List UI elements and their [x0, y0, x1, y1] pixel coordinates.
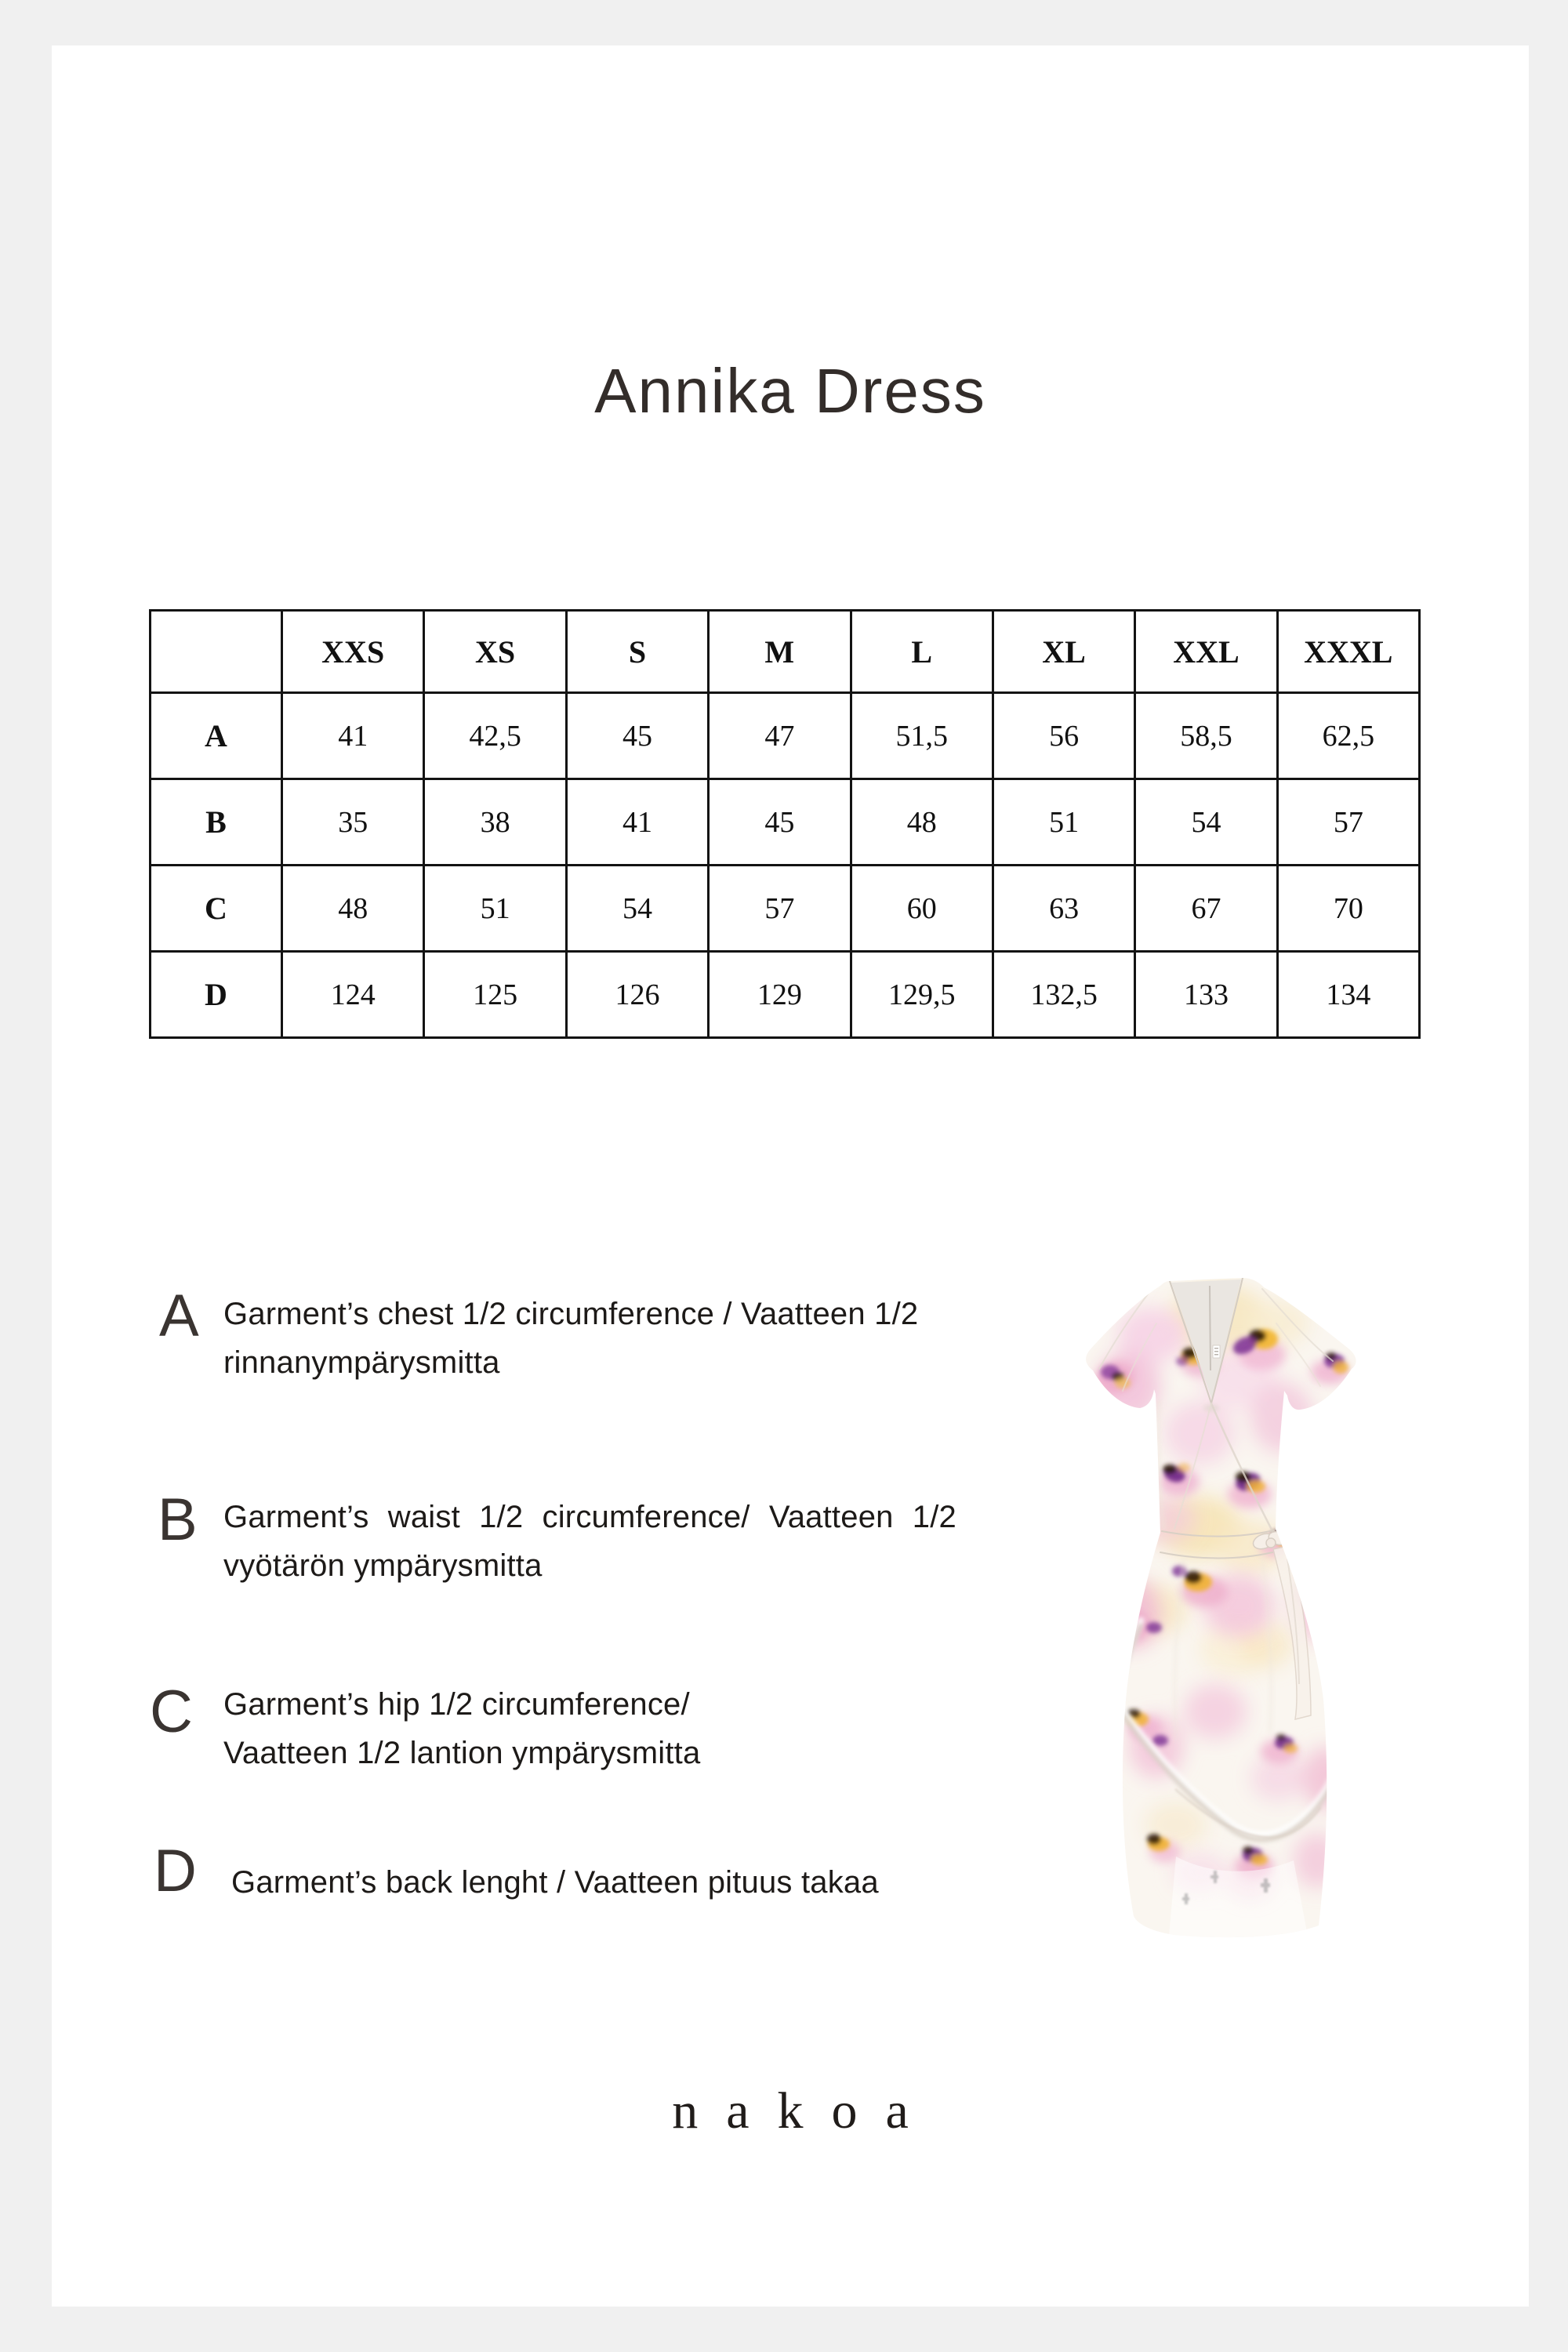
table-cell: 54	[566, 866, 708, 952]
table-cell: 35	[282, 779, 424, 866]
table-cell: 45	[566, 693, 708, 779]
table-cell: 47	[709, 693, 851, 779]
table-header-row	[151, 611, 1420, 693]
measure-desc-a-line1: Garment’s chest 1/2 circumference / Vaatteen 1/2	[223, 1297, 919, 1331]
table-cell: 133	[1135, 952, 1277, 1038]
measure-desc-c-line1: Garment’s hip 1/2 circumference/	[223, 1687, 690, 1722]
table-cell: 124	[282, 952, 424, 1038]
table-cell: 129	[709, 952, 851, 1038]
table-cell: 48	[851, 779, 993, 866]
row-label: A	[151, 693, 282, 779]
measure-desc-d	[231, 1858, 972, 1907]
measure-desc-b	[223, 1493, 956, 1590]
measure-key-c: C	[150, 1679, 193, 1745]
table-cell: 45	[709, 779, 851, 866]
table-cell: 57	[1277, 779, 1419, 866]
table-corner-cell	[151, 611, 282, 693]
measure-key-d: D	[154, 1838, 197, 1904]
table-cell: 134	[1277, 952, 1419, 1038]
column-header: S	[566, 611, 708, 693]
table-cell: 48	[282, 866, 424, 952]
row-label: C	[151, 866, 282, 952]
column-header: XXL	[1135, 611, 1277, 693]
table-cell: 51	[424, 866, 566, 952]
column-header: XXS	[282, 611, 424, 693]
column-header: XS	[424, 611, 566, 693]
table-cell: 57	[709, 866, 851, 952]
measure-key-b: B	[158, 1486, 198, 1553]
column-header: L	[851, 611, 993, 693]
table-cell: 38	[424, 779, 566, 866]
table-cell: 62,5	[1277, 693, 1419, 779]
table-cell: 129,5	[851, 952, 993, 1038]
table-row	[151, 693, 1420, 779]
column-header: XL	[993, 611, 1134, 693]
table-row	[151, 952, 1420, 1038]
measure-key-a: A	[159, 1283, 199, 1349]
table-cell: 56	[993, 693, 1134, 779]
size-chart-table	[149, 609, 1421, 1039]
row-label: B	[151, 779, 282, 866]
product-photo-dress	[1082, 1276, 1360, 1944]
table-row	[151, 866, 1420, 952]
column-header: M	[709, 611, 851, 693]
table-cell: 42,5	[424, 693, 566, 779]
table-cell: 51	[993, 779, 1134, 866]
measure-desc-c-line2: Vaatteen 1/2 lantion ympärysmitta	[223, 1736, 701, 1770]
table-row	[151, 779, 1420, 866]
column-header: XXXL	[1277, 611, 1419, 693]
table-cell: 70	[1277, 866, 1419, 952]
table-cell: 41	[566, 779, 708, 866]
table-cell: 125	[424, 952, 566, 1038]
table-cell: 126	[566, 952, 708, 1038]
table-cell: 41	[282, 693, 424, 779]
row-label: D	[151, 952, 282, 1038]
brand-logo	[52, 2082, 1529, 2140]
table-cell: 67	[1135, 866, 1277, 952]
measure-desc-b-line2: vyötärön ympärysmitta	[223, 1548, 543, 1583]
measure-desc-c	[223, 1680, 964, 1777]
table-cell: 58,5	[1135, 693, 1277, 779]
measure-desc-a-line2: rinnanympärysmitta	[223, 1345, 500, 1380]
measure-desc-b-line1: Garment’s waist 1/2 circumference/ Vaatteen 1/2	[223, 1500, 956, 1534]
brand-logo-text: nakoa	[672, 2082, 937, 2140]
table-cell: 60	[851, 866, 993, 952]
table-cell: 51,5	[851, 693, 993, 779]
measure-desc-a	[223, 1290, 964, 1387]
table-cell: 54	[1135, 779, 1277, 866]
measure-desc-d-line1: Garment’s back lenght / Vaatteen pituus takaa	[231, 1865, 879, 1900]
page-title: Annika Dress	[594, 356, 986, 426]
table-cell: 132,5	[993, 952, 1134, 1038]
table-cell: 63	[993, 866, 1134, 952]
